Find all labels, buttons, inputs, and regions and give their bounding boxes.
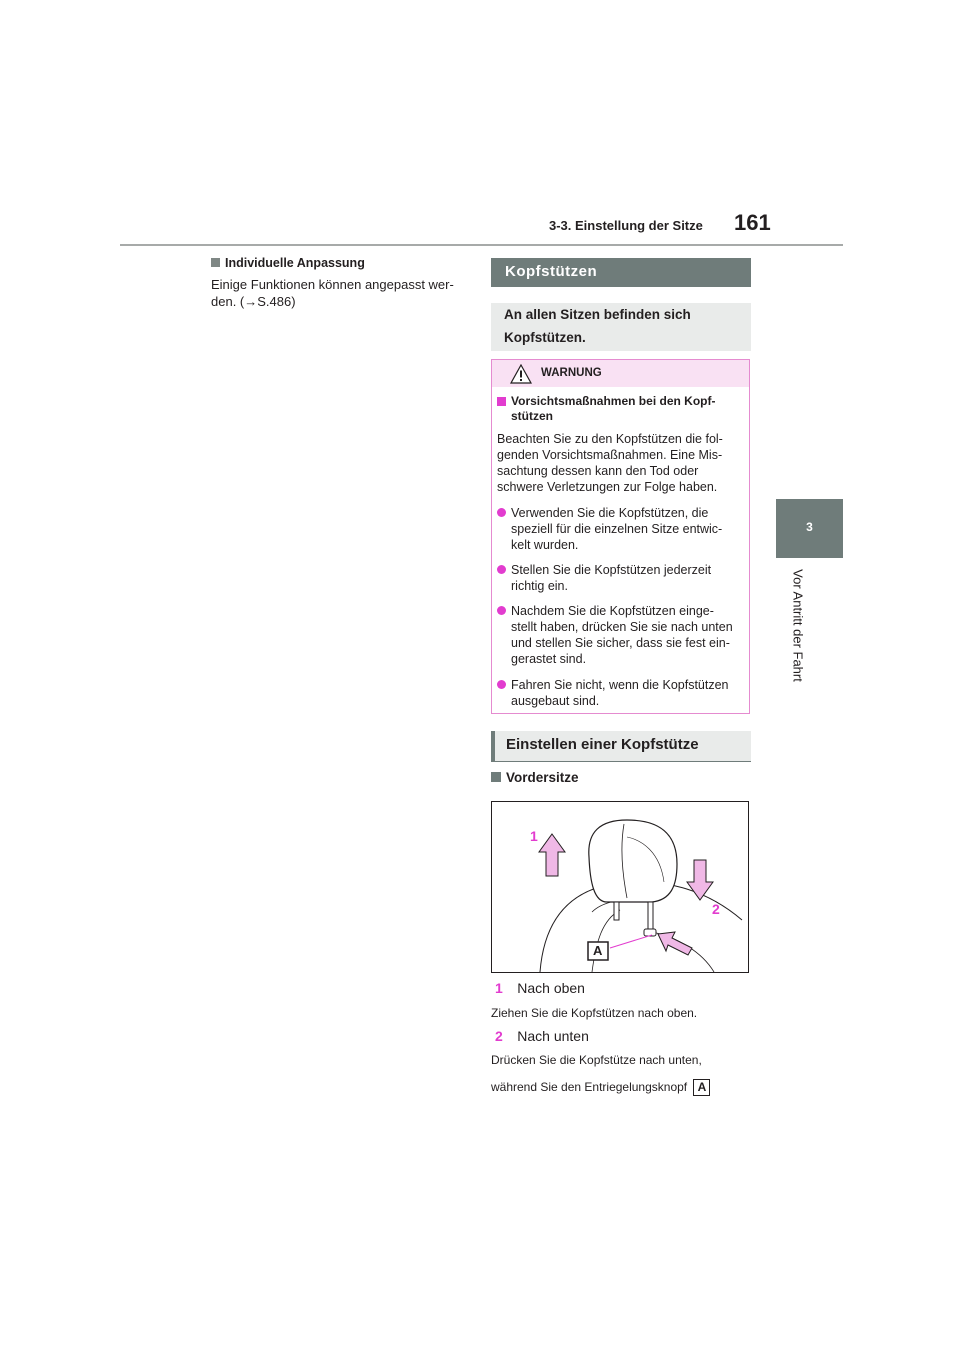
figure-label-a: A: [593, 943, 603, 958]
warning-title: WARNUNG: [541, 367, 602, 379]
adjust-heading-bar: [491, 731, 751, 761]
warning-bullet: [497, 603, 733, 667]
bullet-line: und stellen Sie sicher, dass sie fest ein-: [511, 636, 730, 650]
section-heading: Kopfstützen: [505, 263, 598, 280]
warning-box: [491, 359, 750, 714]
bullet-line: stellt haben, drücken Sie sie nach unten: [511, 620, 733, 634]
warning-body-line: genden Vorsichtsmaßnahmen. Eine Mis-: [497, 448, 723, 462]
bullet-line: Verwenden Sie die Kopfstützen, die: [511, 506, 709, 520]
warning-heading-line: Vorsichtsmaßnahmen bei den Kopf-: [511, 394, 716, 408]
bullet-line: Fahren Sie nicht, wenn die Kopfstützen: [511, 678, 729, 692]
header-divider: [120, 244, 843, 246]
warning-body-line: Beachten Sie zu den Kopfstützen die fol-: [497, 432, 723, 446]
headrest-figure: [491, 801, 749, 973]
step-label: Nach oben: [517, 980, 585, 996]
chapter-number: 3: [806, 520, 813, 534]
bullet-dot-icon: [497, 565, 506, 574]
chapter-label: Vor Antritt der Fahrt: [790, 569, 806, 682]
figure-label-2: 2: [712, 901, 720, 917]
section-title: 3-3. Einstellung der Sitze: [549, 218, 703, 233]
bullet-dot-icon: [497, 508, 506, 517]
step-2-text: Drücken Sie die Kopfstütze nach unten,: [491, 1053, 702, 1067]
page-reference-link[interactable]: den. (→S.486): [211, 294, 296, 309]
text-line: Einige Funktionen können angepasst wer-: [211, 277, 454, 292]
intro-line: Kopfstützen.: [504, 330, 586, 345]
release-button-label: A: [693, 1079, 710, 1096]
front-seats-text: Vordersitze: [506, 770, 579, 785]
front-seats-heading: [491, 770, 579, 785]
step-1: [495, 980, 585, 998]
intro-line: An allen Sitzen befinden sich: [504, 307, 691, 322]
bullet-line: ausgebaut sind.: [511, 694, 600, 708]
heading-text: Individuelle Anpassung: [225, 256, 365, 270]
warning-header: [492, 360, 749, 387]
step-label: Nach unten: [517, 1028, 589, 1044]
continuation-line: während Sie den Entriegelungsknopf: [491, 1080, 688, 1094]
bullet-dot-icon: [497, 680, 506, 689]
adjust-heading: Einstellen einer Kopfstütze: [506, 736, 699, 753]
individual-settings-heading: [211, 256, 365, 270]
square-bullet-icon: [491, 772, 501, 782]
step-number: 1: [495, 980, 503, 996]
intro-box: [491, 303, 751, 351]
square-bullet-icon: [497, 397, 506, 406]
warning-body: [497, 431, 723, 495]
continuation-text: [491, 1079, 710, 1096]
bullet-line: richtig ein.: [511, 579, 568, 593]
bullet-line: kelt wurden.: [511, 538, 579, 552]
square-bullet-icon: [211, 258, 220, 267]
warning-bullet: [497, 677, 729, 709]
bullet-line: Nachdem Sie die Kopfstützen einge-: [511, 604, 714, 618]
step-number: 2: [495, 1028, 503, 1044]
warning-triangle-icon: [510, 364, 532, 384]
bullet-dot-icon: [497, 606, 506, 615]
warning-bullet: [497, 505, 722, 553]
page-number: 161: [734, 210, 771, 235]
heading-underline: [491, 761, 751, 762]
figure-label-1: 1: [530, 828, 538, 844]
bullet-line: gerastet sind.: [511, 652, 587, 666]
section-heading-bar: [491, 258, 751, 287]
individual-settings-text: [211, 276, 454, 310]
step-2: [495, 1028, 589, 1046]
warning-bullet: [497, 562, 711, 594]
text-line-with-link: [211, 293, 454, 310]
warning-heading: [497, 394, 715, 424]
warning-body-line: schwere Verletzungen zur Folge haben.: [497, 480, 718, 494]
warning-heading-line: stützen: [511, 409, 553, 423]
step-1-text: Ziehen Sie die Kopfstützen nach oben.: [491, 1006, 698, 1020]
warning-body-line: sachtung dessen kann den Tod oder: [497, 464, 699, 478]
bullet-line: speziell für die einzelnen Sitze entwic-: [511, 522, 723, 536]
bullet-line: Stellen Sie die Kopfstützen jederzeit: [511, 563, 712, 577]
